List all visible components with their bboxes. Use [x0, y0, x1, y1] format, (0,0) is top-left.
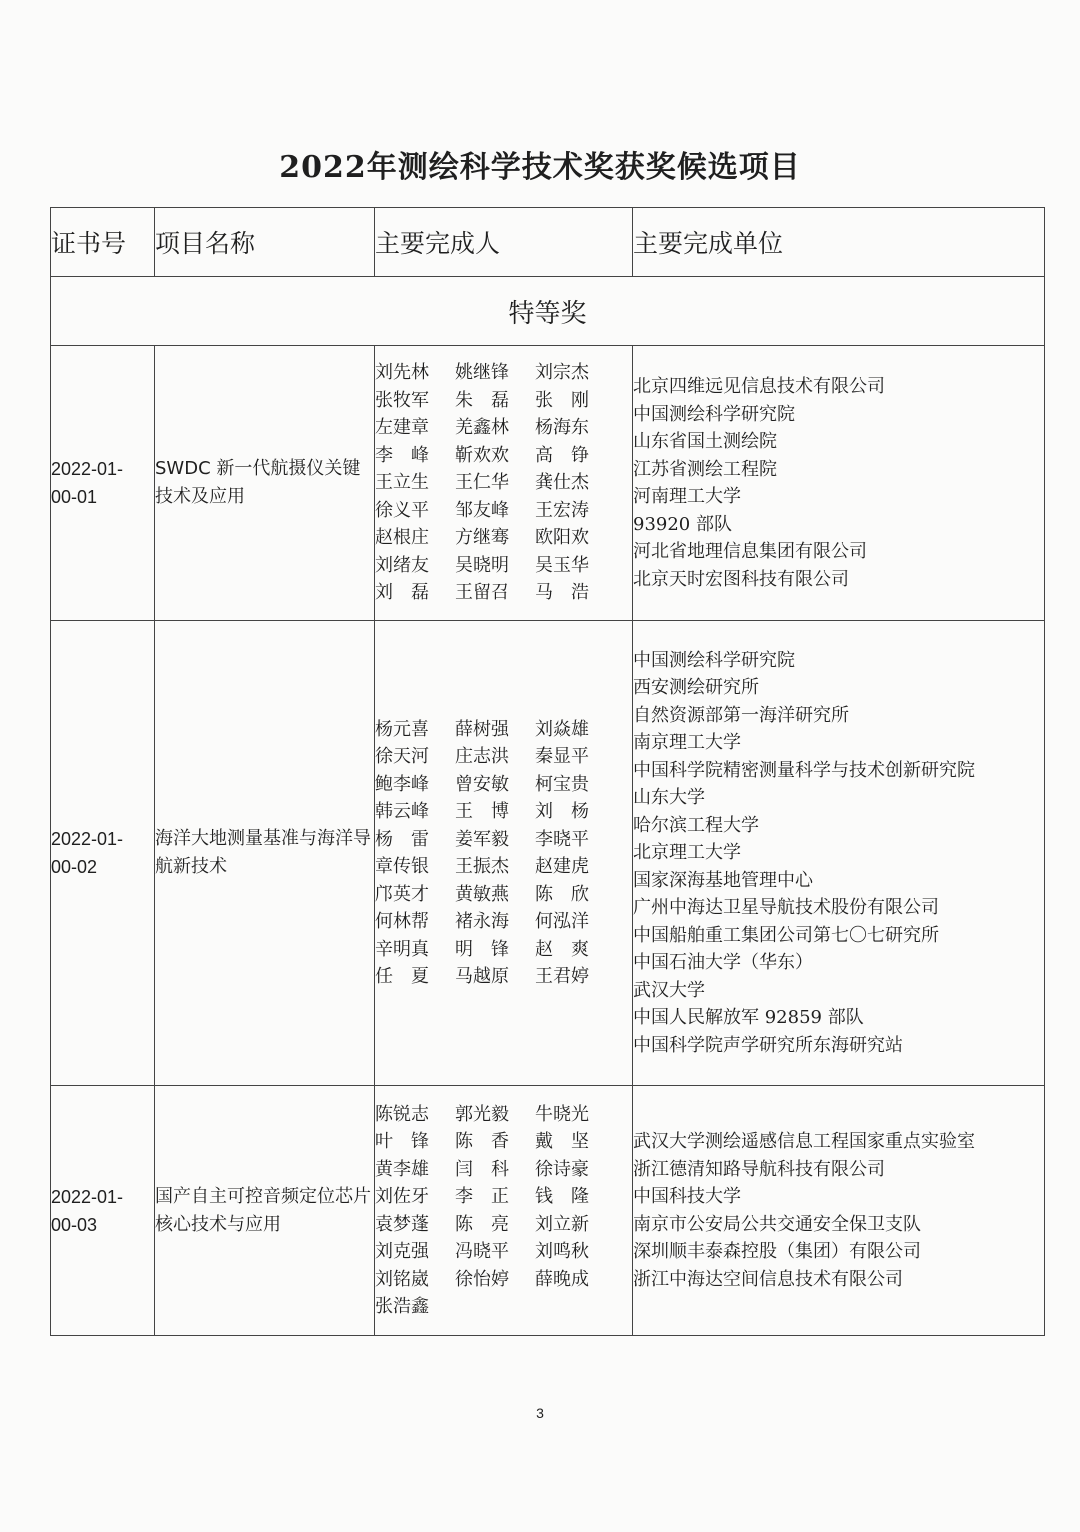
contributor-name: 韩云峰 — [375, 801, 429, 822]
contributor-name: 陈 亮 — [455, 1213, 509, 1235]
contributor-name: 王立生 — [375, 472, 429, 494]
contributor-name: 刘 杨 — [535, 801, 589, 822]
unit-name: 深圳顺丰泰森控股（集团）有限公司 — [633, 1241, 921, 1262]
unit-name: 武汉大学 — [633, 979, 705, 1001]
unit-name: 国家深海基地管理中心 — [633, 869, 813, 891]
contributor-name: 牛晓光 — [535, 1103, 589, 1125]
contributor-name: 秦显平 — [535, 746, 589, 767]
unit-name: 山东省国土测绘院 — [633, 431, 777, 452]
contributor-name: 袁梦蓬 — [375, 1213, 429, 1235]
contributor-name: 王君婷 — [535, 966, 589, 987]
contributor-name: 朱 磊 — [455, 389, 509, 411]
contributor-name: 章传银 — [375, 856, 429, 877]
contributor-name: 赵 爽 — [535, 938, 589, 960]
units-list — [633, 373, 1044, 593]
contributor-name: 姜军毅 — [455, 828, 509, 850]
contributor-name: 褚永海 — [455, 911, 509, 932]
unit-name: 北京理工大学 — [633, 842, 741, 864]
project-name: SWDC 新一代航摄仪关键技术及应用 — [155, 346, 375, 621]
contributor-name: 辛明真 — [375, 938, 429, 960]
contributor-name: 叶 锋 — [375, 1131, 429, 1152]
header-main-units: 主要完成单位 — [633, 208, 1045, 277]
contributors-list — [375, 359, 632, 607]
contributor-name: 刘鸣秋 — [535, 1241, 589, 1262]
project-name: 国产自主可控音频定位芯片核心技术与应用 — [155, 1086, 375, 1336]
contributor-name: 靳欢欢 — [455, 444, 509, 466]
unit-name: 中国测绘科学研究院 — [633, 403, 795, 425]
unit-name: 河南理工大学 — [633, 486, 741, 507]
certificate-number — [51, 346, 155, 621]
contributor-name: 徐义平 — [375, 499, 429, 521]
contributor-name: 徐诗豪 — [535, 1158, 589, 1180]
awards-table — [50, 207, 1045, 1336]
contributor-name: 明 锋 — [455, 938, 509, 960]
contributor-name: 何泓洋 — [535, 911, 589, 932]
contributor-name: 王留召 — [455, 582, 509, 604]
unit-name: 中国科学院声学研究所东海研究站 — [633, 1034, 903, 1056]
units-list — [633, 647, 1044, 1060]
contributor-name: 任 夏 — [375, 966, 429, 987]
contributor-name: 刘 磊 — [375, 582, 429, 604]
contributor-name: 刘立新 — [535, 1213, 589, 1235]
unit-name: 河北省地理信息集团有限公司 — [633, 541, 867, 562]
table-row — [51, 1086, 1045, 1336]
units-cell — [633, 346, 1045, 621]
contributor-name: 鲍李峰 — [375, 773, 429, 795]
certificate-number-part: 00-02 — [51, 857, 98, 877]
contributor-name: 张牧军 — [375, 389, 429, 411]
contributor-name: 杨海东 — [535, 417, 589, 439]
contributor-name: 陈锐志 — [375, 1103, 429, 1125]
contributor-name: 陈 欣 — [535, 883, 589, 905]
contributors-cell — [375, 346, 633, 621]
contributors-list — [375, 1101, 632, 1321]
contributor-name: 郭光毅 — [455, 1103, 509, 1125]
certificate-number-part: 2022-01- — [51, 1186, 124, 1207]
contributor-name: 冯晓平 — [455, 1241, 509, 1262]
page-title: 2022年测绘科学技术奖获奖候选项目 — [279, 150, 801, 185]
unit-name: 广州中海达卫星导航技术股份有限公司 — [633, 897, 939, 919]
contributor-name: 吴玉华 — [535, 554, 589, 576]
contributor-name: 刘克强 — [375, 1241, 429, 1262]
header-project-name: 项目名称 — [155, 208, 375, 277]
contributor-name: 何林帮 — [375, 911, 429, 932]
category-label: 特等奖 — [51, 277, 1045, 346]
table-row — [51, 346, 1045, 621]
contributors-list — [375, 716, 632, 991]
contributor-name: 欧阳欢 — [535, 527, 589, 549]
page-number: 3 — [536, 1405, 544, 1421]
contributor-name: 钱 隆 — [535, 1186, 589, 1207]
certificate-number-part: 00-03 — [51, 1214, 98, 1235]
contributor-name: 刘绪友 — [375, 554, 429, 576]
unit-name: 南京理工大学 — [633, 732, 741, 754]
contributor-name: 王宏涛 — [535, 499, 589, 521]
units-cell — [633, 621, 1045, 1086]
certificate-number — [51, 621, 155, 1086]
header-main-contributors: 主要完成人 — [375, 208, 633, 277]
contributor-name: 李 峰 — [375, 444, 429, 466]
contributor-name: 杨元喜 — [375, 718, 429, 740]
contributor-name: 刘焱雄 — [535, 718, 589, 740]
unit-name: 南京市公安局公共交通安全保卫支队 — [633, 1213, 921, 1235]
unit-name: 中国人民解放军 92859 部队 — [633, 1007, 864, 1029]
contributor-name: 赵根庄 — [375, 527, 429, 549]
unit-name: 西安测绘研究所 — [633, 677, 759, 699]
unit-name: 武汉大学测绘遥感信息工程国家重点实验室 — [633, 1131, 975, 1152]
contributor-name: 薛树强 — [455, 718, 509, 740]
contributor-name: 李 正 — [455, 1186, 509, 1207]
contributor-name: 刘铭崴 — [375, 1268, 429, 1290]
unit-name: 中国船舶重工集团公司第七〇七研究所 — [633, 924, 939, 946]
unit-name: 北京天时宏图科技有限公司 — [633, 568, 849, 590]
contributor-name: 姚继锋 — [455, 362, 509, 384]
contributor-name: 张浩鑫 — [375, 1296, 429, 1317]
contributor-name: 羌鑫林 — [455, 417, 509, 439]
contributor-name: 杨 雷 — [375, 828, 429, 850]
contributor-name: 薛晚成 — [535, 1268, 589, 1290]
certificate-number-part: 2022-01- — [51, 459, 124, 479]
contributor-name: 李晓平 — [535, 828, 589, 850]
contributor-name: 龚仕杰 — [535, 472, 589, 494]
contributor-name: 刘先林 — [375, 362, 429, 384]
category-row — [51, 277, 1045, 346]
contributor-name: 徐天河 — [375, 746, 429, 767]
units-cell — [633, 1086, 1045, 1336]
contributor-name: 徐怡婷 — [455, 1268, 509, 1290]
certificate-number-part: 00-01 — [51, 487, 98, 507]
contributor-name: 张 刚 — [535, 389, 589, 411]
unit-name: 山东大学 — [633, 787, 705, 809]
contributor-name: 高 铮 — [535, 444, 589, 466]
unit-name: 江苏省测绘工程院 — [633, 458, 777, 480]
unit-name: 北京四维远见信息技术有限公司 — [633, 376, 885, 397]
unit-name: 自然资源部第一海洋研究所 — [633, 704, 849, 726]
contributor-name: 黄李雄 — [375, 1158, 429, 1180]
contributor-name: 赵建虎 — [535, 856, 589, 877]
table-header-row — [51, 208, 1045, 277]
unit-name: 中国石油大学（华东） — [633, 952, 813, 974]
unit-name: 浙江德清知路导航科技有限公司 — [633, 1158, 885, 1180]
unit-name: 中国科技大学 — [633, 1186, 741, 1207]
unit-name: 中国测绘科学研究院 — [633, 649, 795, 671]
contributor-name: 马 浩 — [535, 582, 589, 604]
unit-name: 哈尔滨工程大学 — [633, 814, 759, 836]
contributor-name: 王振杰 — [455, 856, 509, 877]
contributor-name: 陈 香 — [455, 1131, 509, 1152]
contributor-name: 马越原 — [455, 966, 509, 987]
contributor-name: 王 博 — [455, 801, 509, 822]
contributor-name: 邝英才 — [375, 883, 429, 905]
contributor-name: 王仁华 — [455, 472, 509, 494]
contributor-name: 闫 科 — [455, 1158, 509, 1180]
units-list — [633, 1128, 1044, 1293]
contributors-cell — [375, 1086, 633, 1336]
unit-name: 浙江中海达空间信息技术有限公司 — [633, 1268, 903, 1290]
contributor-name: 方继骞 — [455, 527, 509, 549]
table-row — [51, 621, 1045, 1086]
contributor-name: 左建章 — [375, 417, 429, 439]
contributor-name: 刘宗杰 — [535, 362, 589, 384]
contributor-name: 戴 坚 — [535, 1131, 589, 1152]
certificate-number-part: 2022-01- — [51, 829, 124, 849]
contributor-name: 曾安敏 — [455, 773, 509, 795]
contributor-name: 黄敏燕 — [455, 883, 509, 905]
certificate-number — [51, 1086, 155, 1336]
contributor-name: 吴晓明 — [455, 554, 509, 576]
contributor-name: 邹友峰 — [455, 499, 509, 521]
contributor-name: 刘佐牙 — [375, 1186, 429, 1207]
contributor-name: 庄志洪 — [455, 746, 509, 767]
project-name: 海洋大地测量基准与海洋导航新技术 — [155, 621, 375, 1086]
contributor-name: 柯宝贵 — [535, 773, 589, 795]
header-certificate-no: 证书号 — [51, 208, 155, 277]
unit-name: 中国科学院精密测量科学与技术创新研究院 — [633, 759, 975, 781]
unit-name: 93920 部队 — [633, 513, 732, 535]
contributors-cell — [375, 621, 633, 1086]
